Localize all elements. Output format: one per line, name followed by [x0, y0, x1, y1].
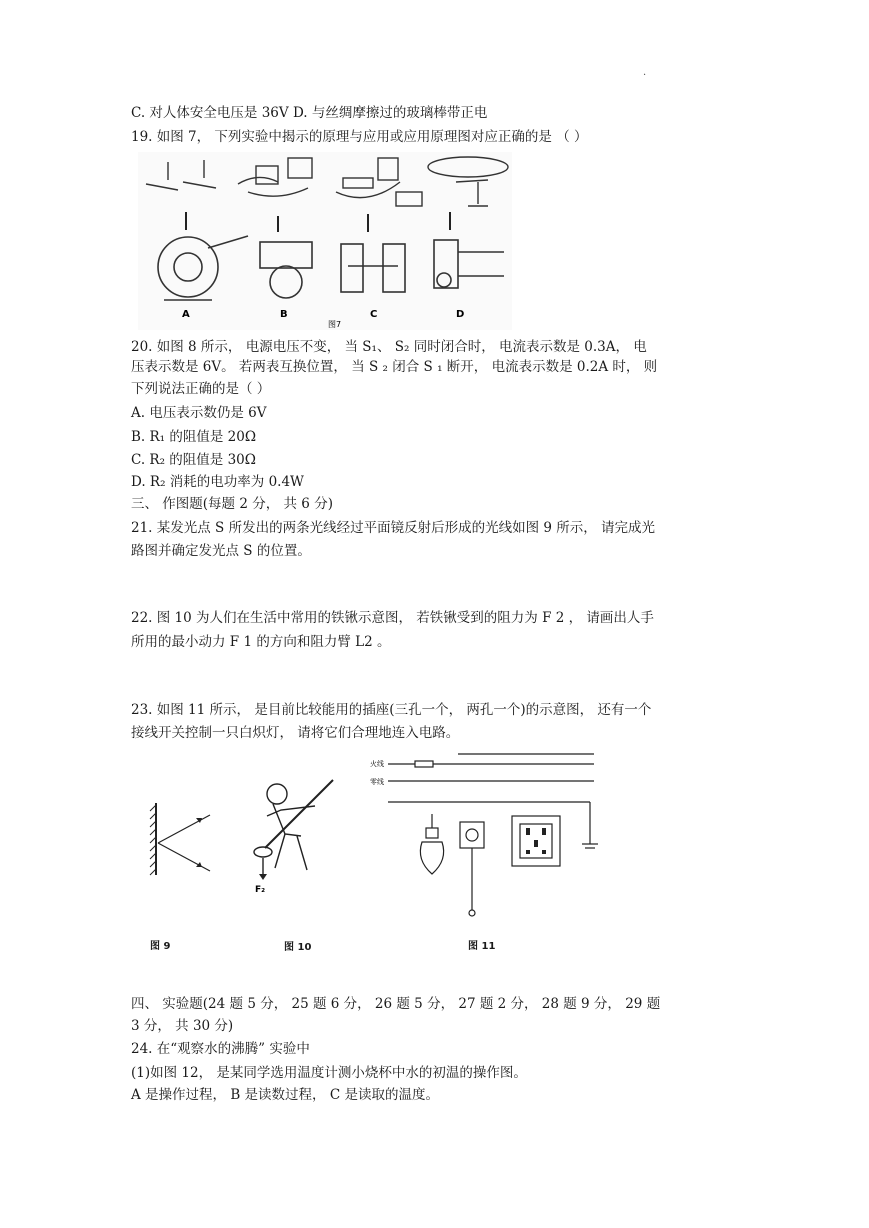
line-q19: 19. 如图 7， 下列实验中揭示的原理与应用或应用原理图对应正确的是 （ ） [131, 129, 588, 145]
live-wire-label: 火线 [370, 760, 384, 768]
figure-7 [138, 152, 512, 330]
figure-10-shovel [245, 776, 355, 896]
fig9-caption: 图 9 [150, 941, 171, 952]
fig7-panel-c: C [370, 309, 378, 320]
fig7-panel-d: D [456, 309, 465, 320]
line-q22-a: 22. 图 10 为人们在生活中常用的铁锹示意图， 若铁锹受到的阻力为 F 2 ， 请画出人手 [131, 610, 654, 626]
figure-9-mirror [140, 795, 220, 885]
fig10-caption: 图 10 [284, 942, 312, 953]
line-q20-c: 下列说法正确的是（ ） [131, 381, 271, 397]
section-4-heading-b: 3 分， 共 30 分) [131, 1018, 234, 1034]
section-4-heading-a: 四、 实验题(24 题 5 分， 25 题 6 分， 26 题 5 分， 27 题 2 分， 28 题 9 分， 29 题 [131, 996, 661, 1012]
option-d: D. R₂ 消耗的电功率为 0.4W [131, 474, 304, 490]
line-q24-1: (1)如图 12， 是某同学选用温度计测小烧杯中水的初温的操作图。 [131, 1065, 527, 1081]
line-q21-a: 21. 某发光点 S 所发出的两条光线经过平面镜反射后形成的光线如图 9 所示， 请完成光 [131, 520, 656, 536]
fig7-panel-a: A [182, 309, 190, 320]
line-q18c: C. 对人体安全电压是 36V D. 与丝绸摩擦过的玻璃棒带正电 [131, 105, 488, 121]
section-3-heading: 三、 作图题(每题 2 分， 共 6 分) [131, 496, 333, 512]
line-q23-b: 接线开关控制一只白炽灯， 请将它们合理地连入电路。 [131, 725, 460, 741]
fig7-caption: 图7 [328, 320, 342, 329]
header-mark: · [643, 70, 647, 81]
option-c: C. R₂ 的阻值是 30Ω [131, 452, 256, 468]
option-a: A. 电压表示数仍是 6V [131, 405, 267, 421]
fig11-caption: 图 11 [468, 941, 496, 952]
figure-11-circuit [370, 750, 610, 925]
neutral-wire-label: 零线 [370, 778, 384, 786]
fig7-panel-b: B [280, 309, 288, 320]
line-q20-a: 20. 如图 8 所示， 电源电压不变， 当 S₁、 S₂ 同时闭合时， 电流表示数是 0.3A， 电 [131, 339, 647, 355]
line-q20-b: 压表示数是 6V。 若两表互换位置， 当 S ₂ 闭合 S ₁ 断开， 电流表示数是 0.2A 时， 则 [131, 359, 658, 375]
line-q24: 24. 在“观察水的沸腾” 实验中 [131, 1041, 310, 1057]
line-q21-b: 路图并确定发光点 S 的位置。 [131, 543, 311, 559]
line-q24-2: A 是操作过程， B 是读数过程， C 是读取的温度。 [131, 1087, 439, 1103]
fig10-force-label: F₂ [255, 885, 266, 895]
option-b: B. R₁ 的阻值是 20Ω [131, 429, 257, 445]
line-q23-a: 23. 如图 11 所示， 是目前比较能用的插座(三孔一个， 两孔一个)的示意图， 还有一个 [131, 702, 652, 718]
line-q22-b: 所用的最小动力 F 1 的方向和阻力臂 L2 。 [131, 634, 391, 650]
